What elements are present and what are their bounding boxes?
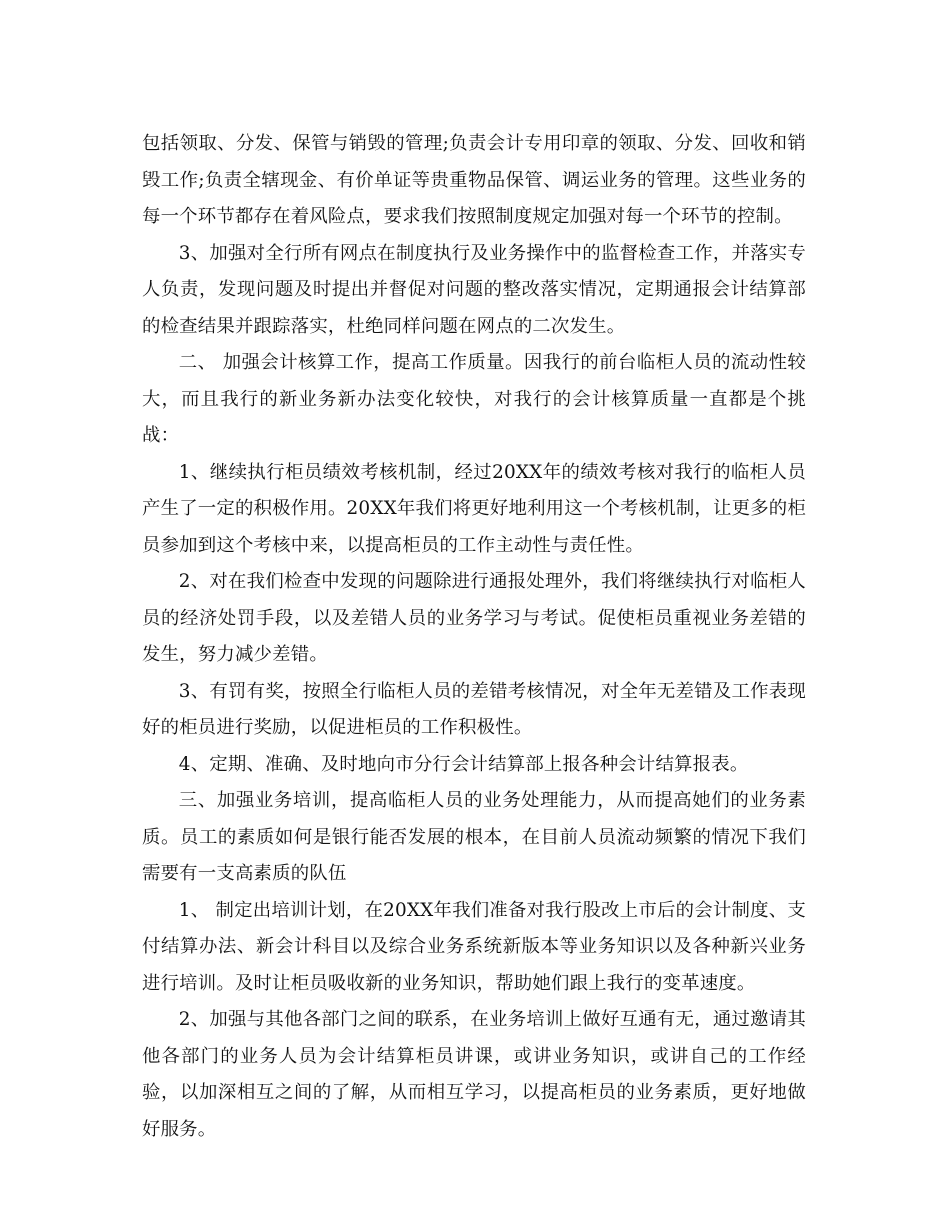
paragraph-item-3-supervision: 3、加强对全行所有网点在制度执行及业务操作中的监督检查工作，并落实专人负责，发现问题及时提出并督促对问题的整改落实情况，定期通报会计结算部的检查结果并跟踪落实，杜绝同样问题在网点的二次发生。 bbox=[142, 242, 806, 337]
paragraph-item-3-reward: 3、有罚有奖，按照全行临柜人员的差错考核情况，对全年无差错及工作表现好的柜员进行奖励，以促进柜员的工作积极性。 bbox=[142, 680, 806, 738]
paragraph-continuation: 包括领取、分发、保管与销毁的管理;负责会计专用印章的领取、分发、回收和销毁工作;负责全辖现金、有价单证等贵重物品保管、调运业务的管理。这些业务的每一个环节都存在着风险点，要求我们按照制度规定加强对每一个环节的控制。 bbox=[142, 133, 806, 227]
paragraph-section-3-training: 三、加强业务培训，提高临柜人员的业务处理能力，从而提高她们的业务素质。员工的素质如何是银行能否发展的根本，在目前人员流动频繁的情况下我们需要有一支高素质的队伍 bbox=[142, 790, 806, 884]
paragraph-item-1-performance: 1、继续执行柜员绩效考核机制，经过20XX年的绩效考核对我行的临柜人员产生了一定的积极作用。20XX年我们将更好地利用这一个考核机制，让更多的柜员参加到这个考核中来，以提高柜员的工作主动性与责任性。 bbox=[142, 461, 806, 556]
paragraph-section-2-accounting: 二、 加强会计核算工作，提高工作质量。因我行的前台临柜人员的流动性较大，而且我行的新业务新办法变化较快，对我行的会计核算质量一直都是个挑战： bbox=[142, 352, 806, 446]
paragraph-item-2-cooperation: 2、加强与其他各部门之间的联系，在业务培训上做好互通有无，通过邀请其他各部门的业务人员为会计结算柜员讲课，或讲业务知识，或讲自己的工作经验，以加深相互之间的了解，从而相互学习，以提高柜员的业务素质，更好地做好服务。 bbox=[142, 1009, 806, 1140]
paragraph-item-4-reporting: 4、定期、准确、及时地向市分行会计结算部上报各种会计结算报表。 bbox=[178, 753, 749, 775]
document-body bbox=[142, 126, 806, 1148]
paragraph-item-2-penalty: 2、对在我们检查中发现的问题除进行通报处理外，我们将继续执行对临柜人员的经济处罚手段，以及差错人员的业务学习与考试。促使柜员重视业务差错的发生，努力减少差错。 bbox=[142, 571, 806, 665]
paragraph-item-1-training-plan: 1、 制定出培训计划，在20XX年我们准备对我行股改上市后的会计制度、支付结算办法、新会计科目以及综合业务系统新版本等业务知识以及各种新兴业务进行培训。及时让柜员吸收新的业务知识，帮助她们跟上我行的变革速度。 bbox=[142, 899, 806, 994]
